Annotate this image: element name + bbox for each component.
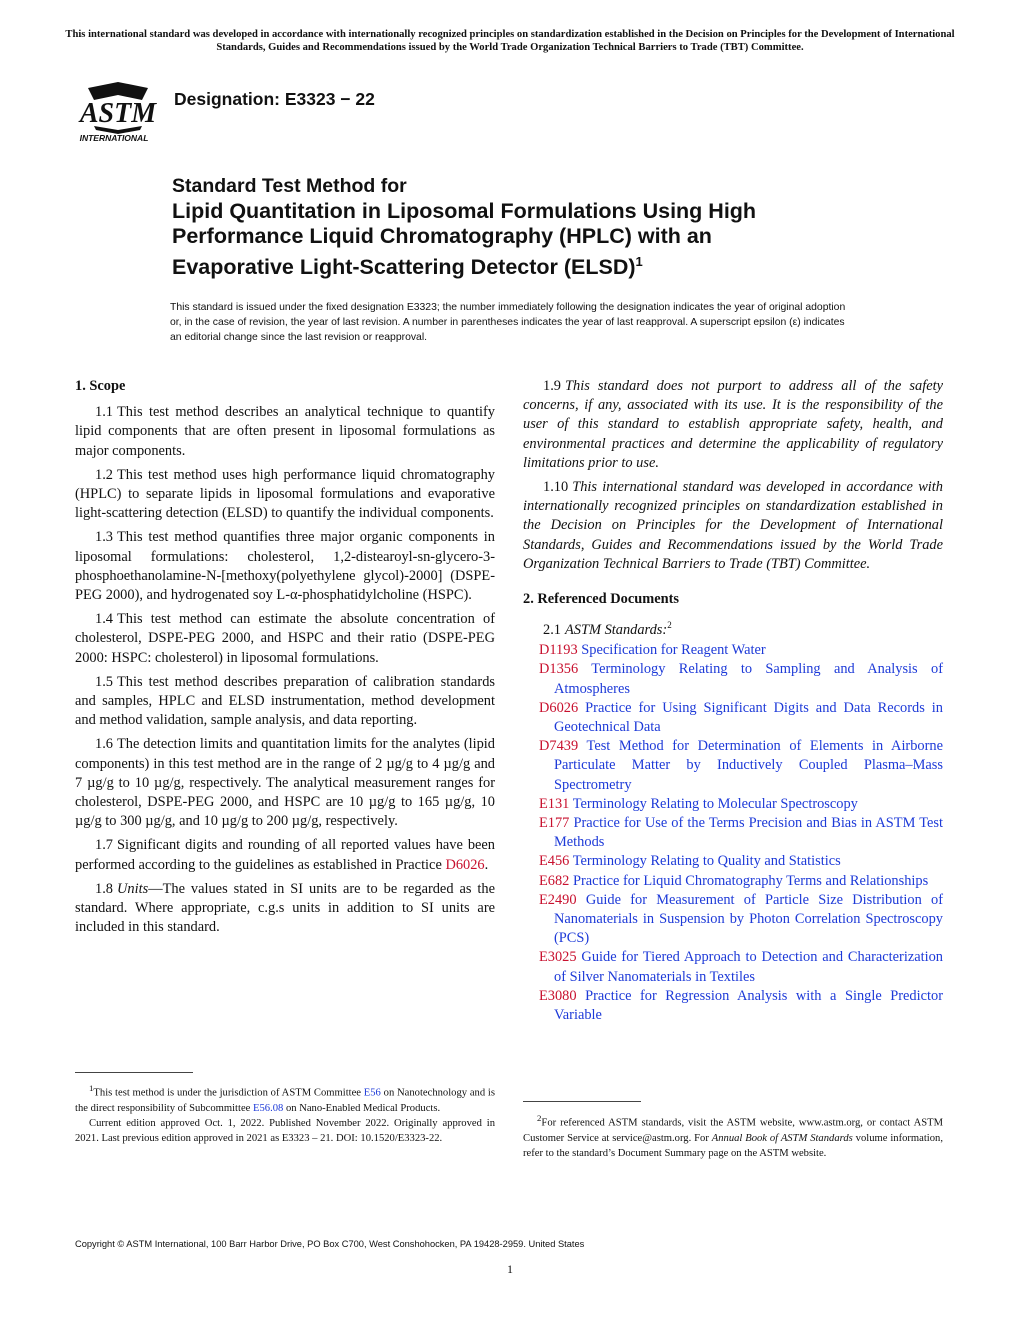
title-line-3 (172, 249, 932, 280)
title-line-1: Lipid Quantitation in Liposomal Formulations Using High (172, 199, 757, 223)
para-text: This test method quantifies three major organic components in liposomal formulations: cholesterol, 1,2-distearoyl-sn-glycero-3-phosphoethanolamine-N-[methoxy(polyethylene glycol)-2000] (DSPE-PEG 2000), and hydrogenated soy L-α-phosphatidylcholine (HSPC). (75, 529, 495, 604)
reference-code-link[interactable]: D6026 (539, 699, 579, 716)
document-title (172, 174, 932, 280)
para-1-2 (75, 466, 495, 524)
footnote-divider-right (523, 1101, 641, 1102)
para-1-1 (75, 403, 495, 461)
para-number: 1.8 (95, 880, 113, 897)
section-1-heading: 1. Scope (75, 378, 126, 394)
reference-code-link[interactable]: E2490 (539, 891, 577, 908)
reference-item (523, 699, 943, 737)
reference-title-link[interactable]: Terminology Relating to Quality and Statistics (572, 853, 841, 870)
d6026-link[interactable]: D6026 (445, 856, 485, 873)
reference-title-link[interactable]: Practice for Using Significant Digits and Data Records in Geotechnical Data (554, 699, 943, 736)
para-number: 1.10 (543, 479, 569, 496)
para-number: 1.3 (95, 529, 113, 546)
trade-notice: This international standard was developed in accordance with internationally recognized principles on standardization established in the Decision on Principles for the Development of International Standards, Guides and Recommendations issued by the World Trade Organization Technical Barriers to Trade (TBT) Committee. (65, 29, 955, 53)
footnote-text: This test method is under the jurisdiction of ASTM Committee (93, 1087, 364, 1099)
para-1-10 (523, 478, 943, 574)
reference-item (523, 641, 943, 660)
para-1-9 (523, 377, 943, 473)
footnote-text: For referenced ASTM standards, visit the ASTM website, www.astm.org, or contact ASTM Customer Service at service@astm.org. For (523, 1117, 943, 1144)
logo-subtext: INTERNATIONAL (79, 133, 149, 143)
para-text: This test method uses high performance liquid chromatography (HPLC) to separate lipids in liposomal formulations and evaporative light-scattering detection (ELSD) to quantify the individual components. (75, 466, 495, 522)
title-line-3-text: Evaporative Light-Scattering Detector (ELSD) (172, 255, 636, 280)
reference-code-link[interactable]: E177 (539, 815, 570, 832)
footnote-1 (75, 1081, 495, 1146)
reference-code-link[interactable]: E3080 (539, 987, 577, 1004)
para-1-3 (75, 528, 495, 605)
logo-text: ASTM (79, 98, 157, 129)
reference-item (523, 948, 943, 986)
reference-title-link[interactable]: Practice for Liquid Chromatography Terms and Relationships (573, 872, 929, 889)
reference-code-link[interactable]: E682 (539, 872, 570, 889)
reference-title-link[interactable]: Practice for Use of the Terms Precision and Bias in ASTM Test Methods (554, 815, 943, 851)
reference-code-link[interactable]: D1193 (539, 642, 578, 659)
para-number: 1.6 (95, 736, 113, 753)
reference-item (523, 872, 943, 891)
sub-label: ASTM Standards: (565, 622, 668, 639)
footnote-text: volume information, refer to the standard’s Document Summary page on the ASTM website. (523, 1132, 943, 1159)
right-column (523, 377, 943, 1025)
astm-international-logo-icon (74, 80, 162, 144)
footnote-text: on Nano-Enabled Medical Products. (283, 1102, 441, 1114)
para-number: 1.7 (95, 837, 113, 854)
title-footnote-mark[interactable]: 1 (635, 254, 643, 269)
para-number: 1.5 (95, 673, 113, 690)
reference-title-link[interactable]: Test Method for Determination of Elements in Airborne Particulate Matter by Inductively Coupled Plasma–Mass Spectrometry (554, 738, 943, 793)
title-prefix: Standard Test Method for (172, 175, 407, 197)
footnote-2-mark[interactable]: 2 (667, 620, 672, 631)
para-number: 1.1 (95, 404, 113, 421)
page-number: 1 (507, 1262, 513, 1276)
issue-note: This standard is issued under the fixed designation E3323; the number immediately following the designation indicates the year of original adoption or, in the case of revision, the year of last revision. A number in parentheses indicates the year of last reapproval. A superscript epsilon (ε) indicates an editorial change since the last revision or reapproval. (170, 302, 846, 343)
reference-code-link[interactable]: E3025 (539, 949, 577, 966)
para-text: This test method can estimate the absolute concentration of cholesterol, DSPE-PEG 2000, and HSPC and their ratio (DSPE-PEG 2000: HSPC: cholesterol) in liposomal formulations. (75, 611, 495, 666)
footnote-1-mark: 1 (89, 1083, 94, 1093)
footnote-2-text (523, 1111, 943, 1161)
footnote-1-edition: Current edition approved Oct. 1, 2022. Published November 2022. Originally approved in 2021. Last previous edition approved in 2021 as E3323 – 21. DOI: 10.1520/E3323-22. (75, 1117, 495, 1144)
para-number: 1.9 (543, 378, 561, 394)
reference-title-link[interactable]: Specification for Reagent Water (581, 642, 766, 659)
reference-item (523, 660, 943, 698)
reference-title-link[interactable]: Practice for Regression Analysis with a Single Predictor Variable (554, 987, 943, 1024)
reference-item (523, 987, 943, 1025)
reference-item (523, 891, 943, 949)
left-column (75, 377, 495, 942)
title-line-2: Performance Liquid Chromatography (HPLC) with an (172, 224, 712, 248)
reference-title-link[interactable]: Guide for Tiered Approach to Detection and Characterization of Silver Nanomaterials in Textiles (554, 949, 943, 985)
para-number: 1.2 (95, 466, 113, 483)
para-1-7 (75, 836, 495, 874)
para-end: . (484, 856, 489, 873)
para-text: —The values stated in SI units are to be regarded as the standard. Where appropriate, c.g.s units in addition to SI units are included in this standard. (75, 880, 495, 936)
reference-item (523, 814, 943, 852)
para-1-5 (75, 673, 495, 731)
reference-title-link[interactable]: Terminology Relating to Sampling and Analysis of Atmospheres (554, 661, 943, 697)
reference-title-link[interactable]: Guide for Measurement of Particle Size Distribution of Nanomaterials in Suspension by Photon Correlation Spectroscopy (PCS) (554, 891, 943, 947)
para-text: This standard does not purport to address all of the safety concerns, if any, associated with its use. It is the responsibility of the user of this standard to establish appropriate safety, health, and environmental practices and determine the applicability of regulatory limitations prior to use. (523, 378, 943, 471)
footnote-divider-left (75, 1072, 193, 1073)
reference-title-link[interactable]: Terminology Relating to Molecular Spectroscopy (572, 795, 858, 812)
para-text: This test method describes an analytical technique to quantify lipid components that are often present in liposomal formulations as major components. (75, 404, 495, 459)
reference-code-link[interactable]: D7439 (539, 738, 579, 755)
para-1-6 (75, 735, 495, 831)
reference-item (523, 795, 943, 814)
astm-standards-subhead (523, 616, 943, 640)
reference-code-link[interactable]: E131 (539, 795, 570, 812)
section-2-heading: 2. Referenced Documents (523, 591, 679, 608)
para-text: Significant digits and rounding of all reported values have been performed according to the guidelines as established in Practice (75, 837, 495, 873)
sub-number: 2.1 (543, 622, 561, 639)
annual-book-title: Annual Book of ASTM Standards (711, 1132, 853, 1144)
footnote-1-text (75, 1081, 495, 1116)
reference-code-link[interactable]: E456 (539, 853, 570, 870)
reference-code-link[interactable]: D1356 (539, 661, 579, 678)
para-text: This international standard was developed in accordance with internationally recognized principles on standardization established in the Decision on Principles for the Development of International Standards, Guides and Recommendations issued by the World Trade Organization Technical Barriers to Trade (TBT) Committee. (523, 479, 943, 572)
para-text: The detection limits and quantitation limits for the analytes (lipid components) in this test method are in the range of 2 µg/g to 4 µg/g and 7 µg/g to 10 µg/g, respectively. The analytical measurement ranges for cholesterol, DSPE-PEG 2000, and HSPC are 10 µg/g to 165 µg/g, 10 µg/g to 300 µg/g, and 10 µg/g to 200 µg/g, respectively. (75, 736, 495, 830)
para-1-8 (75, 880, 495, 938)
para-1-4 (75, 610, 495, 668)
footnote-text: on Nanotechnology and is the direct responsibility of Subcommittee (75, 1087, 495, 1114)
footnote-2 (523, 1111, 943, 1161)
reference-item (523, 737, 943, 795)
para-number: 1.4 (95, 611, 113, 628)
footnote-2-mark-text: 2 (537, 1113, 542, 1123)
para-text: This test method describes preparation of calibration standards and samples, HPLC and ELSD instrumentation, method development and method validation, sample analysis, and data reporting. (75, 673, 495, 729)
committee-e56-link[interactable]: E56 (363, 1087, 381, 1099)
units-label: Units (117, 880, 149, 897)
subcommittee-e56-08-link[interactable]: E56.08 (253, 1102, 284, 1114)
copyright-line: Copyright © ASTM International, 100 Barr Harbor Drive, PO Box C700, West Conshohocken, PA 19428-2959. United States (75, 1239, 585, 1249)
designation: Designation: E3323 − 22 (174, 89, 375, 109)
reference-item (523, 852, 943, 871)
